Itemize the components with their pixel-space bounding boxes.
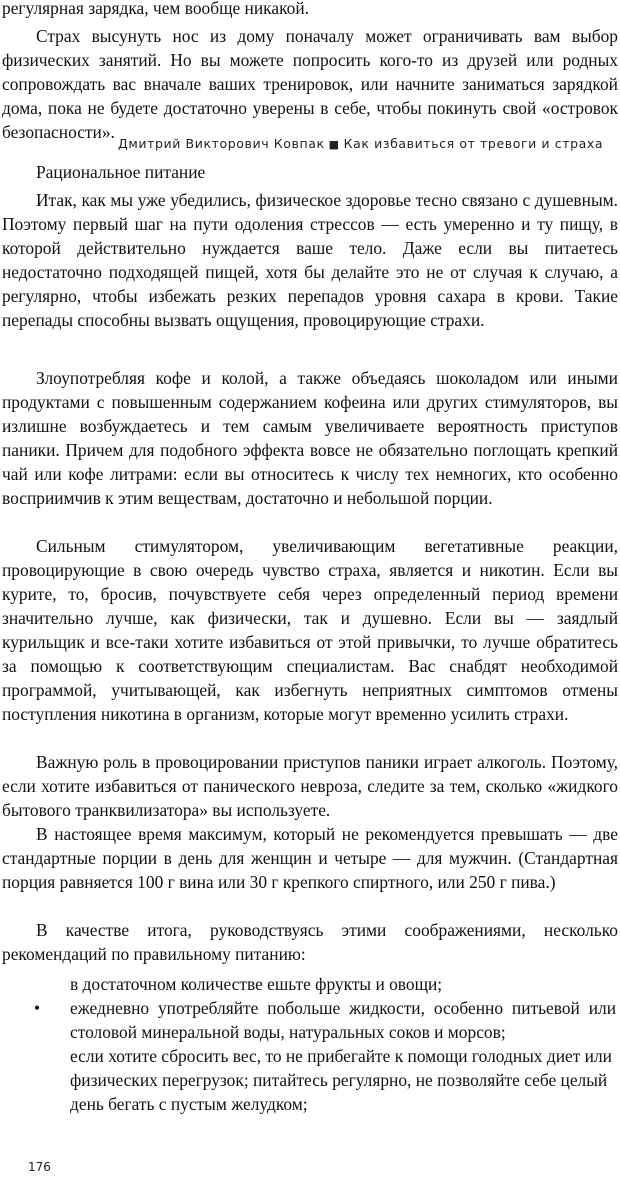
paragraph-nicotine: Сильным стимулятором, увеличивающим вегетативные реакции, провоцирующие в свою очередь чувство страха, является и никотин. Если вы курите, то, бросив, почувствуете себя через определенный период времени значительно лучше, как физически, так и душевно. Если вы — заядлый курильщик и все-таки хотите избавиться от этой привычки, то лучше обратитесь за помощью к соответствующим специалистам. Вас снабдят необходимой программой, учитывающей, как избегнуть неприятных симптомов отмены поступления никотина в организм, которые могут временно усилить страхи. bbox=[2, 536, 618, 724]
section-title: Рациональное питание bbox=[36, 162, 206, 182]
list-item bbox=[0, 1044, 614, 1116]
list-item bbox=[0, 996, 616, 1044]
list-item-text: ежедневно употребляйте побольше жидкости, особенно питьевой или столовой минеральной воды, натуральных соков и морсов; bbox=[70, 998, 616, 1042]
paragraph-alcohol: Важную роль в провоцировании приступов паники играет алкоголь. Поэтому, если хотите избавиться от панического невроза, следите за тем, сколько «жидкого бытового транквилизатора» вы используете. bbox=[2, 752, 618, 820]
running-header bbox=[118, 136, 603, 151]
paragraph-maximum: В настоящее время максимум, который не рекомендуется превышать — две стандартные порции в день для женщин и четыре — для мужчин. (Стандартная порция равняется 100 г вина или 30 г крепкого спиртного, или 250 г пива.) bbox=[2, 824, 618, 892]
list-item-text: в достаточном количестве ешьте фрукты и овощи; bbox=[70, 974, 443, 994]
page-number: 176 bbox=[28, 1160, 51, 1174]
paragraph-continuation: регулярная зарядка, чем вообще никакой. bbox=[2, 0, 309, 18]
list-item bbox=[0, 972, 616, 996]
paragraph-coffee: Злоупотребляя кофе и колой, а также объедаясь шоколадом или иными продуктами с повышенным содержанием кофеина или других стимуляторов, вы излишне возбуждаетесь и тем самым увеличиваете вероятность приступов паники. Причем для подобного эффекта вовсе не обязательно поглощать крепкий чай или кофе литрами: если вы относитесь к числу тех немногих, кто особенно восприимчив к этим веществам, достаточно и небольшой порции. bbox=[2, 368, 618, 508]
bullet-icon: • bbox=[34, 998, 41, 1018]
paragraph-physical-health: Итак, как мы уже убедились, физическое здоровье тесно связано с душевным. Поэтому первый шаг на пути одоления стрессов — есть умеренно и ту пищу, в которой действительно нуждается ваше тело. Даже если вы питаетесь недостаточно подходящей пищей, хотя бы делайте это не от случая к случаю, а регулярно, чтобы избежать резких перепадов уровня сахара в крови. Такие перепады способны вызвать ощущения, провоцирующие страхи. bbox=[2, 190, 618, 330]
nutrition-list bbox=[0, 972, 620, 1116]
paragraph-summary: В качестве итога, руководствуясь этими соображениями, несколько рекомендаций по правильному питанию: bbox=[2, 920, 618, 964]
list-item-text: если хотите сбросить вес, то не прибегайте к помощи голодных диет или физических перегрузок; питайтесь регулярно, не позволяйте себе целый день бегать с пустым желудком; bbox=[70, 1046, 612, 1114]
paragraph-fear-leaving-home: Страх высунуть нос из дому поначалу может ограничивать вам выбор физических занятий. Но вы можете попросить кого-то из друзей или родных сопровождать вас вначале ваших тренировок, или начните заниматься зарядкой дома, пока не будете достаточно уверены в себе, чтобы покинуть свой «островок безопасности». bbox=[2, 26, 618, 142]
header-separator-icon: ■ bbox=[328, 138, 340, 151]
header-author: Дмитрий Викторович Ковпак bbox=[118, 136, 325, 151]
header-book-title: Как избавиться от тревоги и страха bbox=[343, 136, 604, 151]
